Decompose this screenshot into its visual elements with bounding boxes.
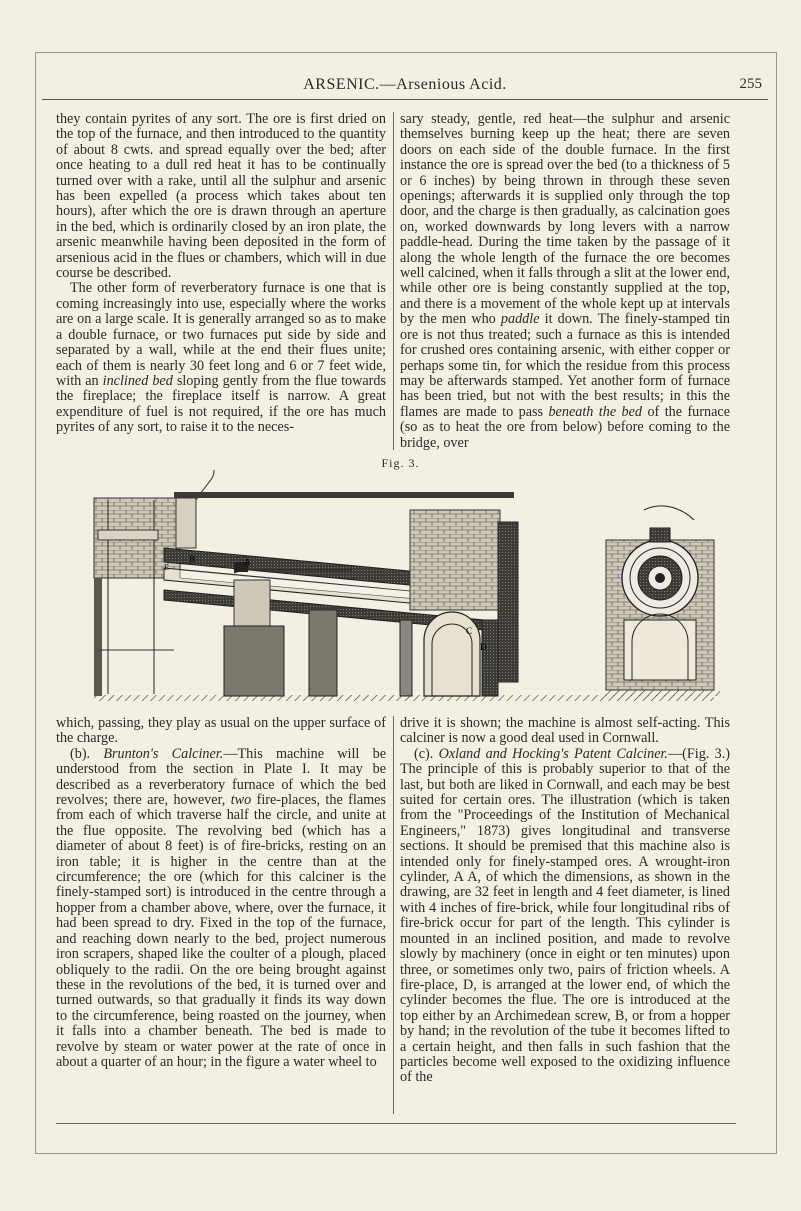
page-number: 255 bbox=[739, 76, 762, 92]
paragraph: which, passing, they play as usual on the upper surface of the charge. bbox=[56, 715, 386, 747]
figure-letter-e: E bbox=[164, 563, 169, 572]
paragraph: (b). Brunton's Calciner.—This machine will be understood from the section in Plate I. It may be described as a reverberatory furnace of which the bed revolves; there are, however, two fire-places, the flames from each of which traverse half the circle, and unite at the flue opposite. The revolving bed (which has a diameter of about 8 feet) is of fire-bricks, resting on an iron table; it is higher in the centre than at the circumference; the ore (which for this calciner is the finely-stamped sort) is introduced in the centre through a hopper from a chamber above, where, over the furnace, it had been spread to dry. Fixed in the top of the furnace, and reaching down nearly to the bed, project numerous iron scrapers, shaped like the coulter of a plough, placed obliquely to the radii. On the ore being brought against these in the revolutions of the bed, it is turned over and turned outwards, so that gradually it finds its way down to the circumference, being roasted on the journey, when it falls into a chamber beneath. The bed is made to revolve by steam or water power at the rate of once in about a quarter of an hour; in the figure a water wheel to bbox=[56, 745, 387, 1070]
bottom-rule bbox=[56, 1123, 736, 1124]
figure-letter-d: D bbox=[480, 642, 487, 652]
page-header bbox=[40, 76, 770, 100]
column-bottom-left bbox=[56, 716, 386, 1070]
column-bottom-right bbox=[400, 716, 730, 1086]
calciner-figure bbox=[84, 470, 724, 706]
paragraph: (c). Oxland and Hocking's Patent Calciner.—(Fig. 3.) The principle of this is probably superior to that of the last, but both are liked in Cornwall, and each may be best suited for certain ores. The illustration (which is taken from the "Proceedings of the Institution of Mechanical Engineers," 1873) gives longitudinal and transverse sections. It should be premised that this machine also is intended only for finely-stamped ores. A wrought-iron cylinder, A A, of which the dimensions, as shown in the drawing, are 32 feet in length and 4 feet diameter, is lined with 4 inches of fire-brick, while four longitudinal ribs of fire-brick occur for part of the length. This cylinder is mounted in an inclined position, and made to revolve slowly by machinery (once in eight or ten minutes) upon three, or sometimes only two, pairs of friction wheels. A fire-place, D, is arranged at the lower end, of which the cylinder becomes the flue. The ore is introduced at the top either by an Archimedean screw, B, or from a hopper by hand; in the revolution of the tube it becomes lifted to a certain height, and then falls in such fashion that the particles become well exposed to the oxidizing influence of the bbox=[400, 745, 731, 1086]
paragraph: The other form of reverberatory furnace is one that is coming increasingly into use, especially where the works are on a large scale. It is generally arranged so as to make a double furnace, or two furnaces put side by side and separated by a wall, while at the end their flues unite; each of them is nearly 30 feet long and 6 or 7 feet wide, with an inclined bed sloping gently from the flue towards the fireplace; the fireplace itself is narrow. A great expenditure of fuel is not required, if the ore has much pyrites of any sort, to raise it to the neces- bbox=[56, 280, 386, 436]
paragraph: they contain pyrites of any sort. The ore is first dried on the top of the furnace, and then introduced to the quantity of about 8 cwts. and spread equally over the bed; after once heating to a dull red heat it has to be continually turned over with a rake, until all the sulphur and arsenic has been expelled (a process which takes about ten hours), after which the ore is drawn through an aperture in the bed, which is ordinarily closed by an iron plate, the arsenic meanwhile having been deposited in the form of arsenious acid in the flues or chambers, which will in due course be described. bbox=[56, 111, 386, 282]
figure-letter-a: A bbox=[244, 557, 251, 567]
column-top-right bbox=[400, 112, 730, 451]
figure-caption: Fig. 3. bbox=[381, 456, 420, 470]
column-divider bbox=[393, 112, 394, 450]
running-title: ARSENIC.—Arsenious Acid. bbox=[303, 76, 507, 93]
figure-letter-b: B bbox=[189, 554, 196, 564]
paragraph: sary steady, gentle, red heat—the sulphur and arsenic themselves burning keep up the heat; there are seven doors on each side of the double furnace. In the first instance the ore is spread over the bed (to a thickness of 5 or 6 inches) by being thrown in through these seven openings; afterwards it is supplied only through the top door, and the charge is then gradually, as calcination goes on, worked downwards by long levers with a narrow paddle-head. During the time taken by the passage of it along the whole length of the furnace the ore becomes well calcined, when it falls through a slit at the lower end, while other ore is being constantly supplied at the top, and there is a movement of the whole kept up at intervals by the men who paddle it down. The finely-stamped tin ore is not thus treated; such a furnace as this is intended for crushed ores containing arsenic, with either copper or perhaps some tin, for which the residue from this process may be afterwards stamped. Yet another form of furnace has been tried, but not with the best results; in this the flames are made to pass beneath the bed of the furnace (so as to heat the ore from below) before coming to the bridge, over bbox=[400, 111, 730, 451]
figure-letter-c: C bbox=[466, 626, 473, 636]
column-divider bbox=[393, 716, 394, 1114]
header-rule bbox=[42, 99, 768, 100]
paragraph: drive it is shown; the machine is almost self-acting. This calciner is now a good deal used in Cornwall. bbox=[400, 715, 730, 747]
column-top-left bbox=[56, 112, 386, 436]
